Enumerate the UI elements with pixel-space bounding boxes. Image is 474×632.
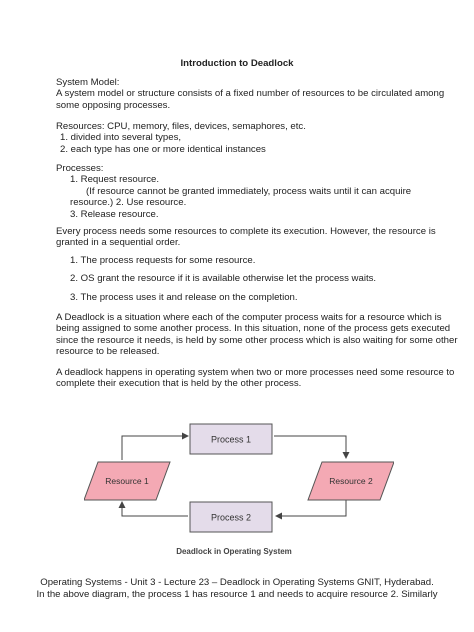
- deadlock-diagram: [84, 418, 394, 560]
- sequential-step-2: 2. OS grant the resource if it is available otherwise let the process waits.: [70, 273, 377, 284]
- sequential-section: [56, 226, 436, 249]
- processes-section: [56, 163, 426, 220]
- diagram-caption: Deadlock in Operating System: [176, 547, 292, 556]
- arrow-process1-to-resource2: [274, 436, 346, 458]
- sequential-step-1: 1. The process requests for some resource.: [70, 255, 256, 266]
- system-model-line-2: some opposing processes.: [56, 99, 171, 111]
- deadlock-def-line-2: being assigned to some another process. In this situation, none of the process gets executed: [56, 323, 451, 335]
- system-model-line-1: A system model or structure consists of a fixed number of resources to be circulated among: [56, 88, 445, 100]
- deadlock-happens-line-1: A deadlock happens in operating system when two or more processes need some resource to: [56, 367, 455, 378]
- sequential-step-1-wrap: [56, 255, 426, 266]
- processes-item-1-note-b: resource.) 2. Use resource.: [70, 197, 187, 209]
- resource-2-label: Resource 2: [329, 476, 373, 486]
- sequential-line-1: Every process needs some resources to complete its execution. However, the resource is: [56, 226, 436, 237]
- deadlock-def-line-1: A Deadlock is a situation where each of the computer process waits for a resource which is: [56, 312, 442, 323]
- system-model-section: [56, 77, 445, 111]
- deadlock-def-line-4: resource to be released.: [56, 346, 160, 358]
- deadlock-happens-line-2: complete their execution that is held by the other process.: [56, 378, 302, 390]
- footer-line-2: In the above diagram, the process 1 has resource 1 and needs to acquire resource 2. Similarly: [36, 589, 438, 600]
- arrow-resource2-to-process2: [276, 500, 346, 516]
- arrow-process2-to-resource1: [122, 502, 188, 516]
- process-2-label: Process 2: [210, 512, 252, 523]
- deadlock-definition: [56, 312, 458, 358]
- sequential-step-3-wrap: [56, 292, 426, 303]
- page-title: Introduction to Deadlock: [180, 58, 294, 69]
- processes-item-1: 1. Request resource.: [70, 174, 160, 186]
- processes-item-3: 3. Release resource.: [70, 208, 159, 220]
- process-1-label: Process 1: [210, 434, 252, 445]
- deadlock-def-line-3: since the resource it needs, is held by some other process which is also waiting for some other: [56, 334, 458, 346]
- processes-heading: Processes:: [56, 163, 104, 174]
- resources-item-1: 1. divided into several types,: [60, 132, 182, 144]
- sequential-line-2: granted in a sequential order.: [56, 237, 181, 249]
- resources-item-2: 2. each type has one or more identical instances: [60, 143, 266, 155]
- footer-line-1: Operating Systems - Unit 3 - Lecture 23 – Deadlock in Operating Systems GNIT, Hyderabad.: [40, 577, 434, 588]
- resources-section: [56, 121, 426, 155]
- processes-item-1-note-a: (If resource cannot be granted immediately, process waits until it can acquire: [86, 185, 412, 197]
- arrow-resource1-to-process1: [122, 436, 188, 460]
- resources-heading: Resources: CPU, memory, files, devices, semaphores, etc.: [56, 121, 306, 132]
- resource-1-label: Resource 1: [105, 476, 149, 486]
- sequential-step-3: 3. The process uses it and release on the completion.: [70, 292, 298, 303]
- system-model-heading: System Model:: [56, 77, 120, 88]
- deadlock-happens: [56, 367, 455, 390]
- sequential-step-2-wrap: [56, 273, 426, 284]
